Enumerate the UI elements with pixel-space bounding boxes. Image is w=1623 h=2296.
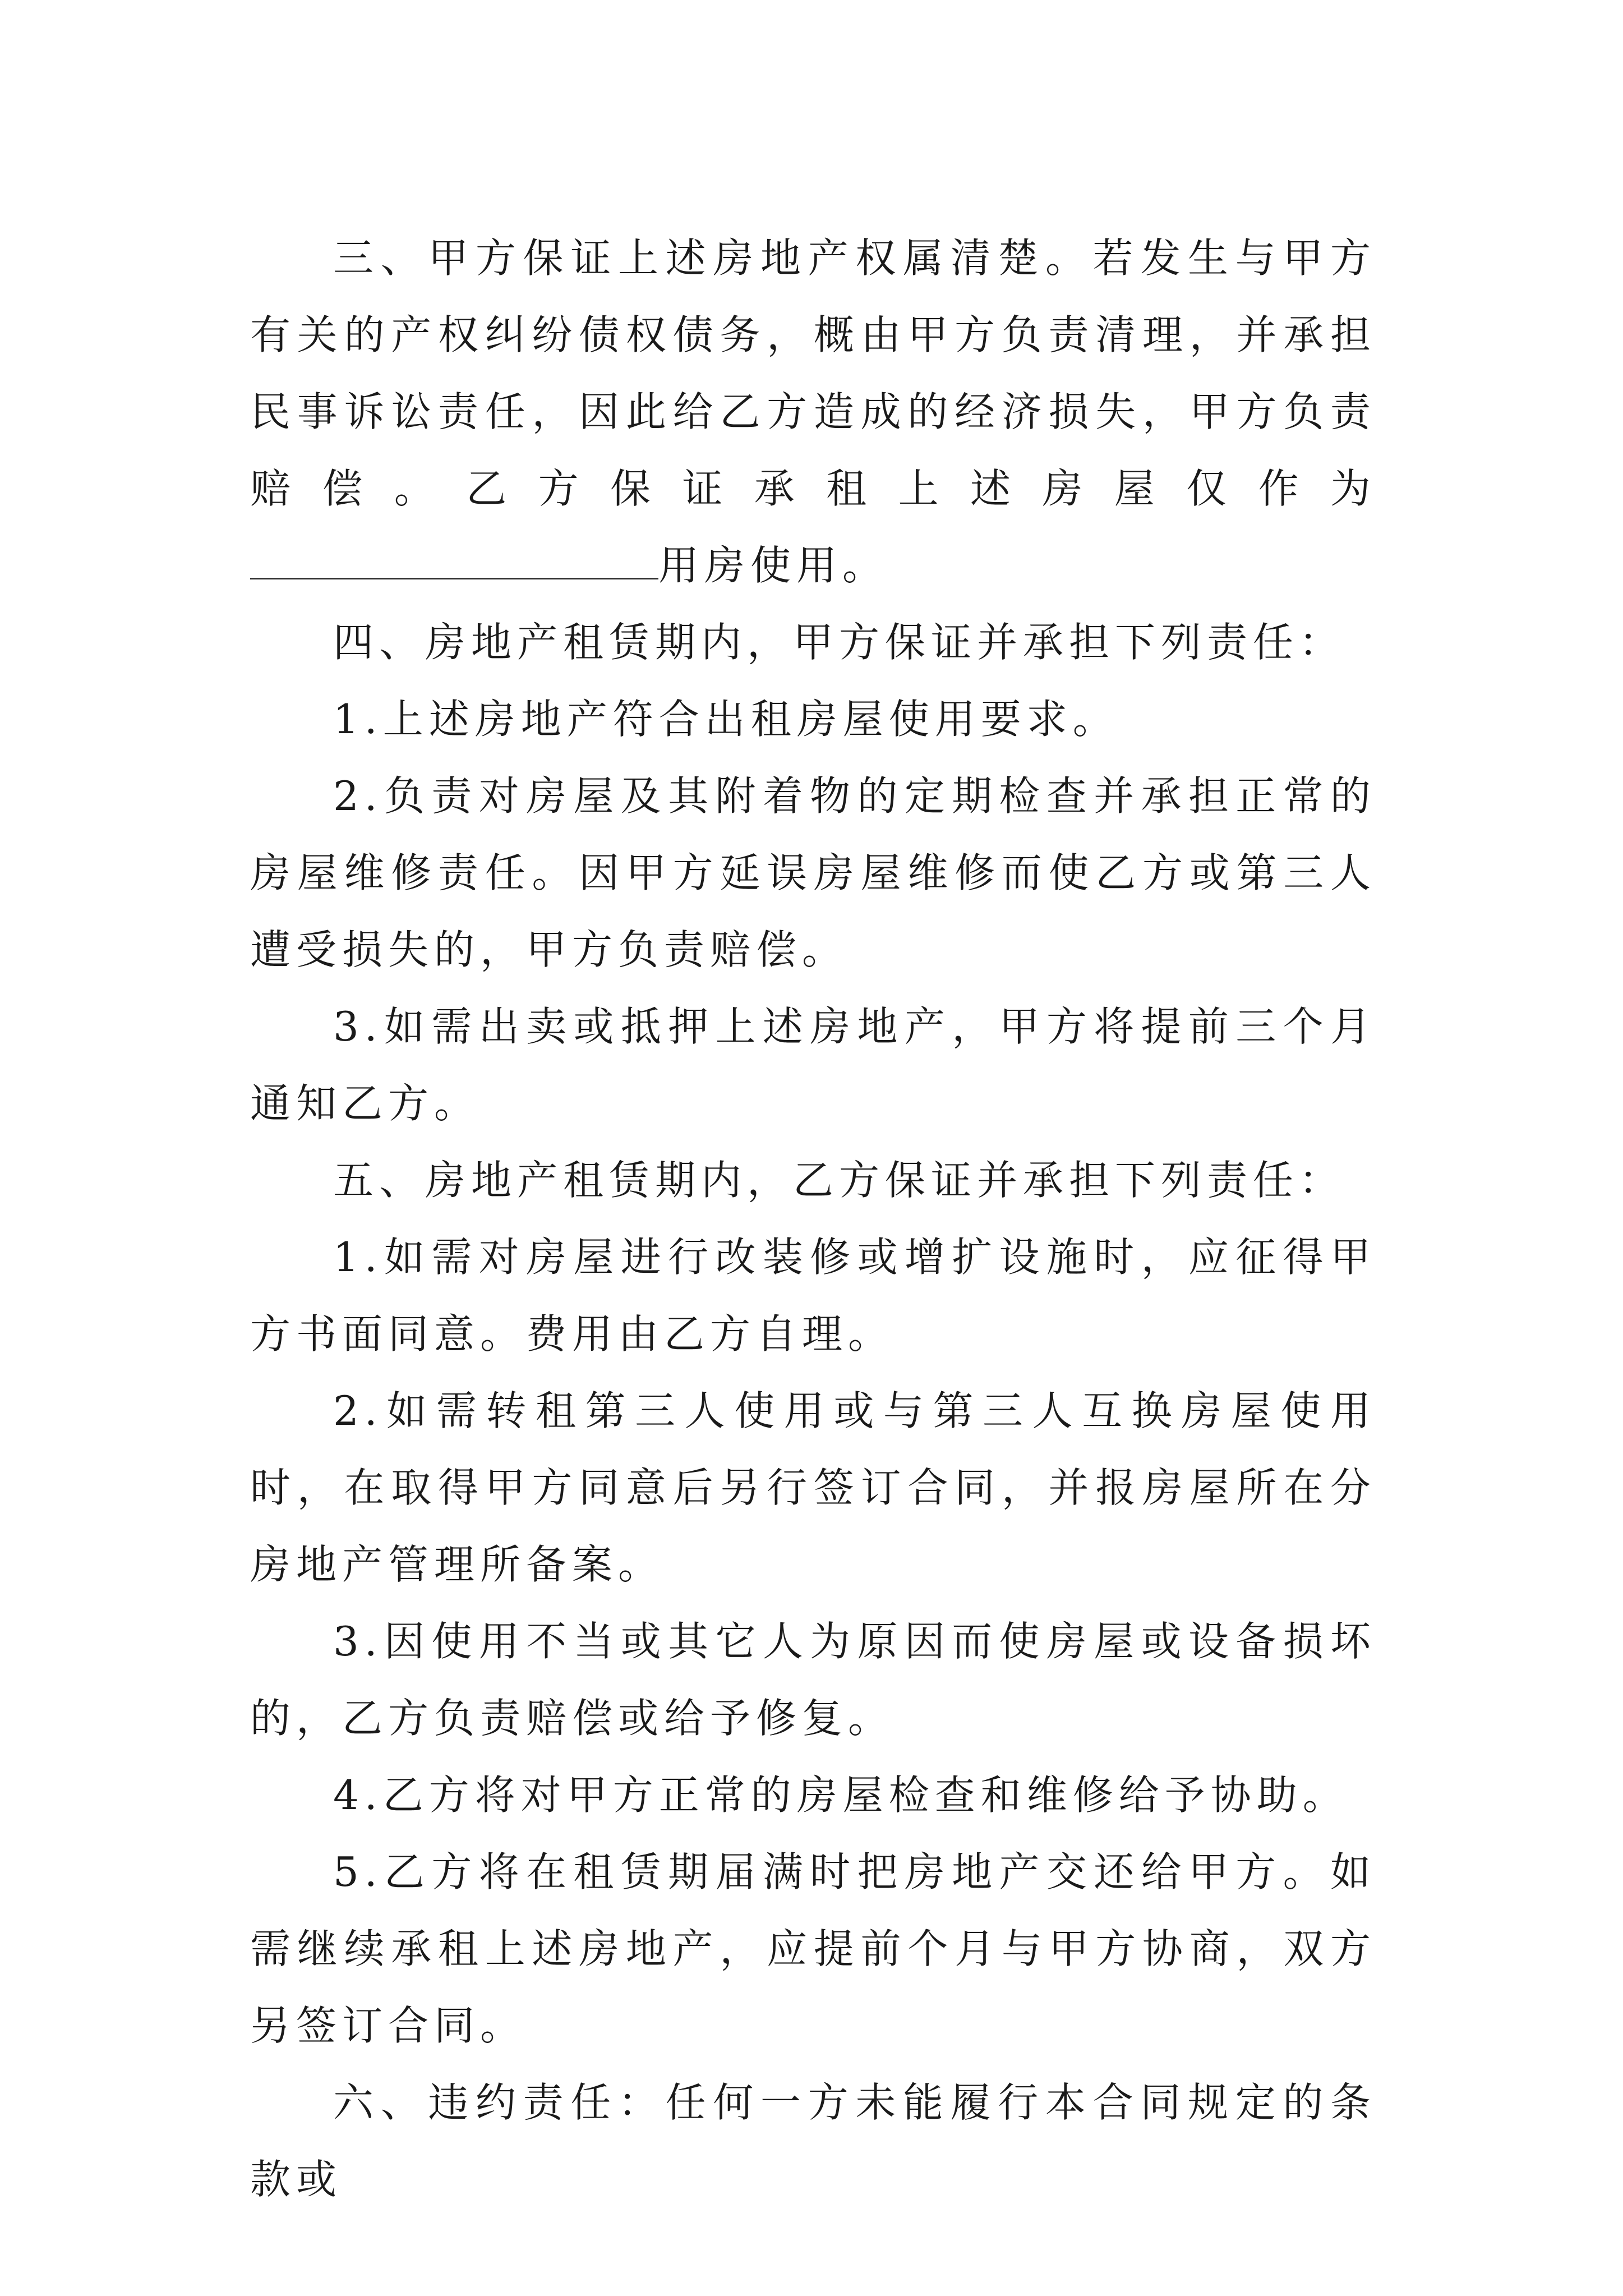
clause-4-item-3: 3.如需出卖或抵押上述房地产，甲方将提前三个月通知乙方。 (250, 1003, 1376, 1127)
clause-3-text: 三、甲方保证上述房地产权属清楚。若发生与甲方有关的产权纠纷债权债务，概由甲方负责清理，并承担民事诉讼责任，因此给乙方造成的经济损失，甲方负责赔偿。乙方保证承租上述房屋仅作为 (250, 234, 1376, 512)
clause-4-title: 四、房地产租赁期内，甲方保证并承担下列责任： (333, 619, 1345, 666)
clause-3 (250, 220, 1376, 604)
document-body (250, 220, 1376, 2218)
clause-5-item-5: 5.乙方将在租赁期届满时把房地产交还给甲方。如需继续承租上述房地产，应提前个月与甲方协商，双方另签订合同。 (250, 1848, 1376, 2049)
clause-5-item-3: 3.因使用不当或其它人为原因而使房屋或设备损坏的，乙方负责赔偿或给予修复。 (250, 1618, 1376, 1742)
clause-4-item-2: 2.负责对房屋及其附着物的定期检查并承担正常的房屋维修责任。因甲方延误房屋维修而使乙方或第三人遭受损失的，甲方负责赔偿。 (250, 772, 1376, 973)
clause-3-tail: 用房使用。 (658, 542, 889, 589)
clause-6-start: 六、违约责任：任何一方未能履行本合同规定的条款或 (250, 2079, 1376, 2203)
clause-5-item-4: 4.乙方将对甲方正常的房屋检查和维修给予协助。 (333, 1772, 1349, 1819)
clause-5-item-1: 1.如需对房屋进行改装修或增扩设施时，应征得甲方书面同意。费用由乙方自理。 (250, 1234, 1376, 1358)
clause-5-item-2: 2.如需转租第三人使用或与第三人互换房屋使用时，在取得甲方同意后另行签订合同，并报房屋所在分房地产管理所备案。 (250, 1387, 1376, 1588)
clause-4-item-1: 1.上述房地产符合出租房屋使用要求。 (333, 696, 1119, 743)
clause-5-title: 五、房地产租赁期内，乙方保证并承担下列责任： (333, 1157, 1345, 1204)
usage-blank-line (250, 544, 658, 579)
